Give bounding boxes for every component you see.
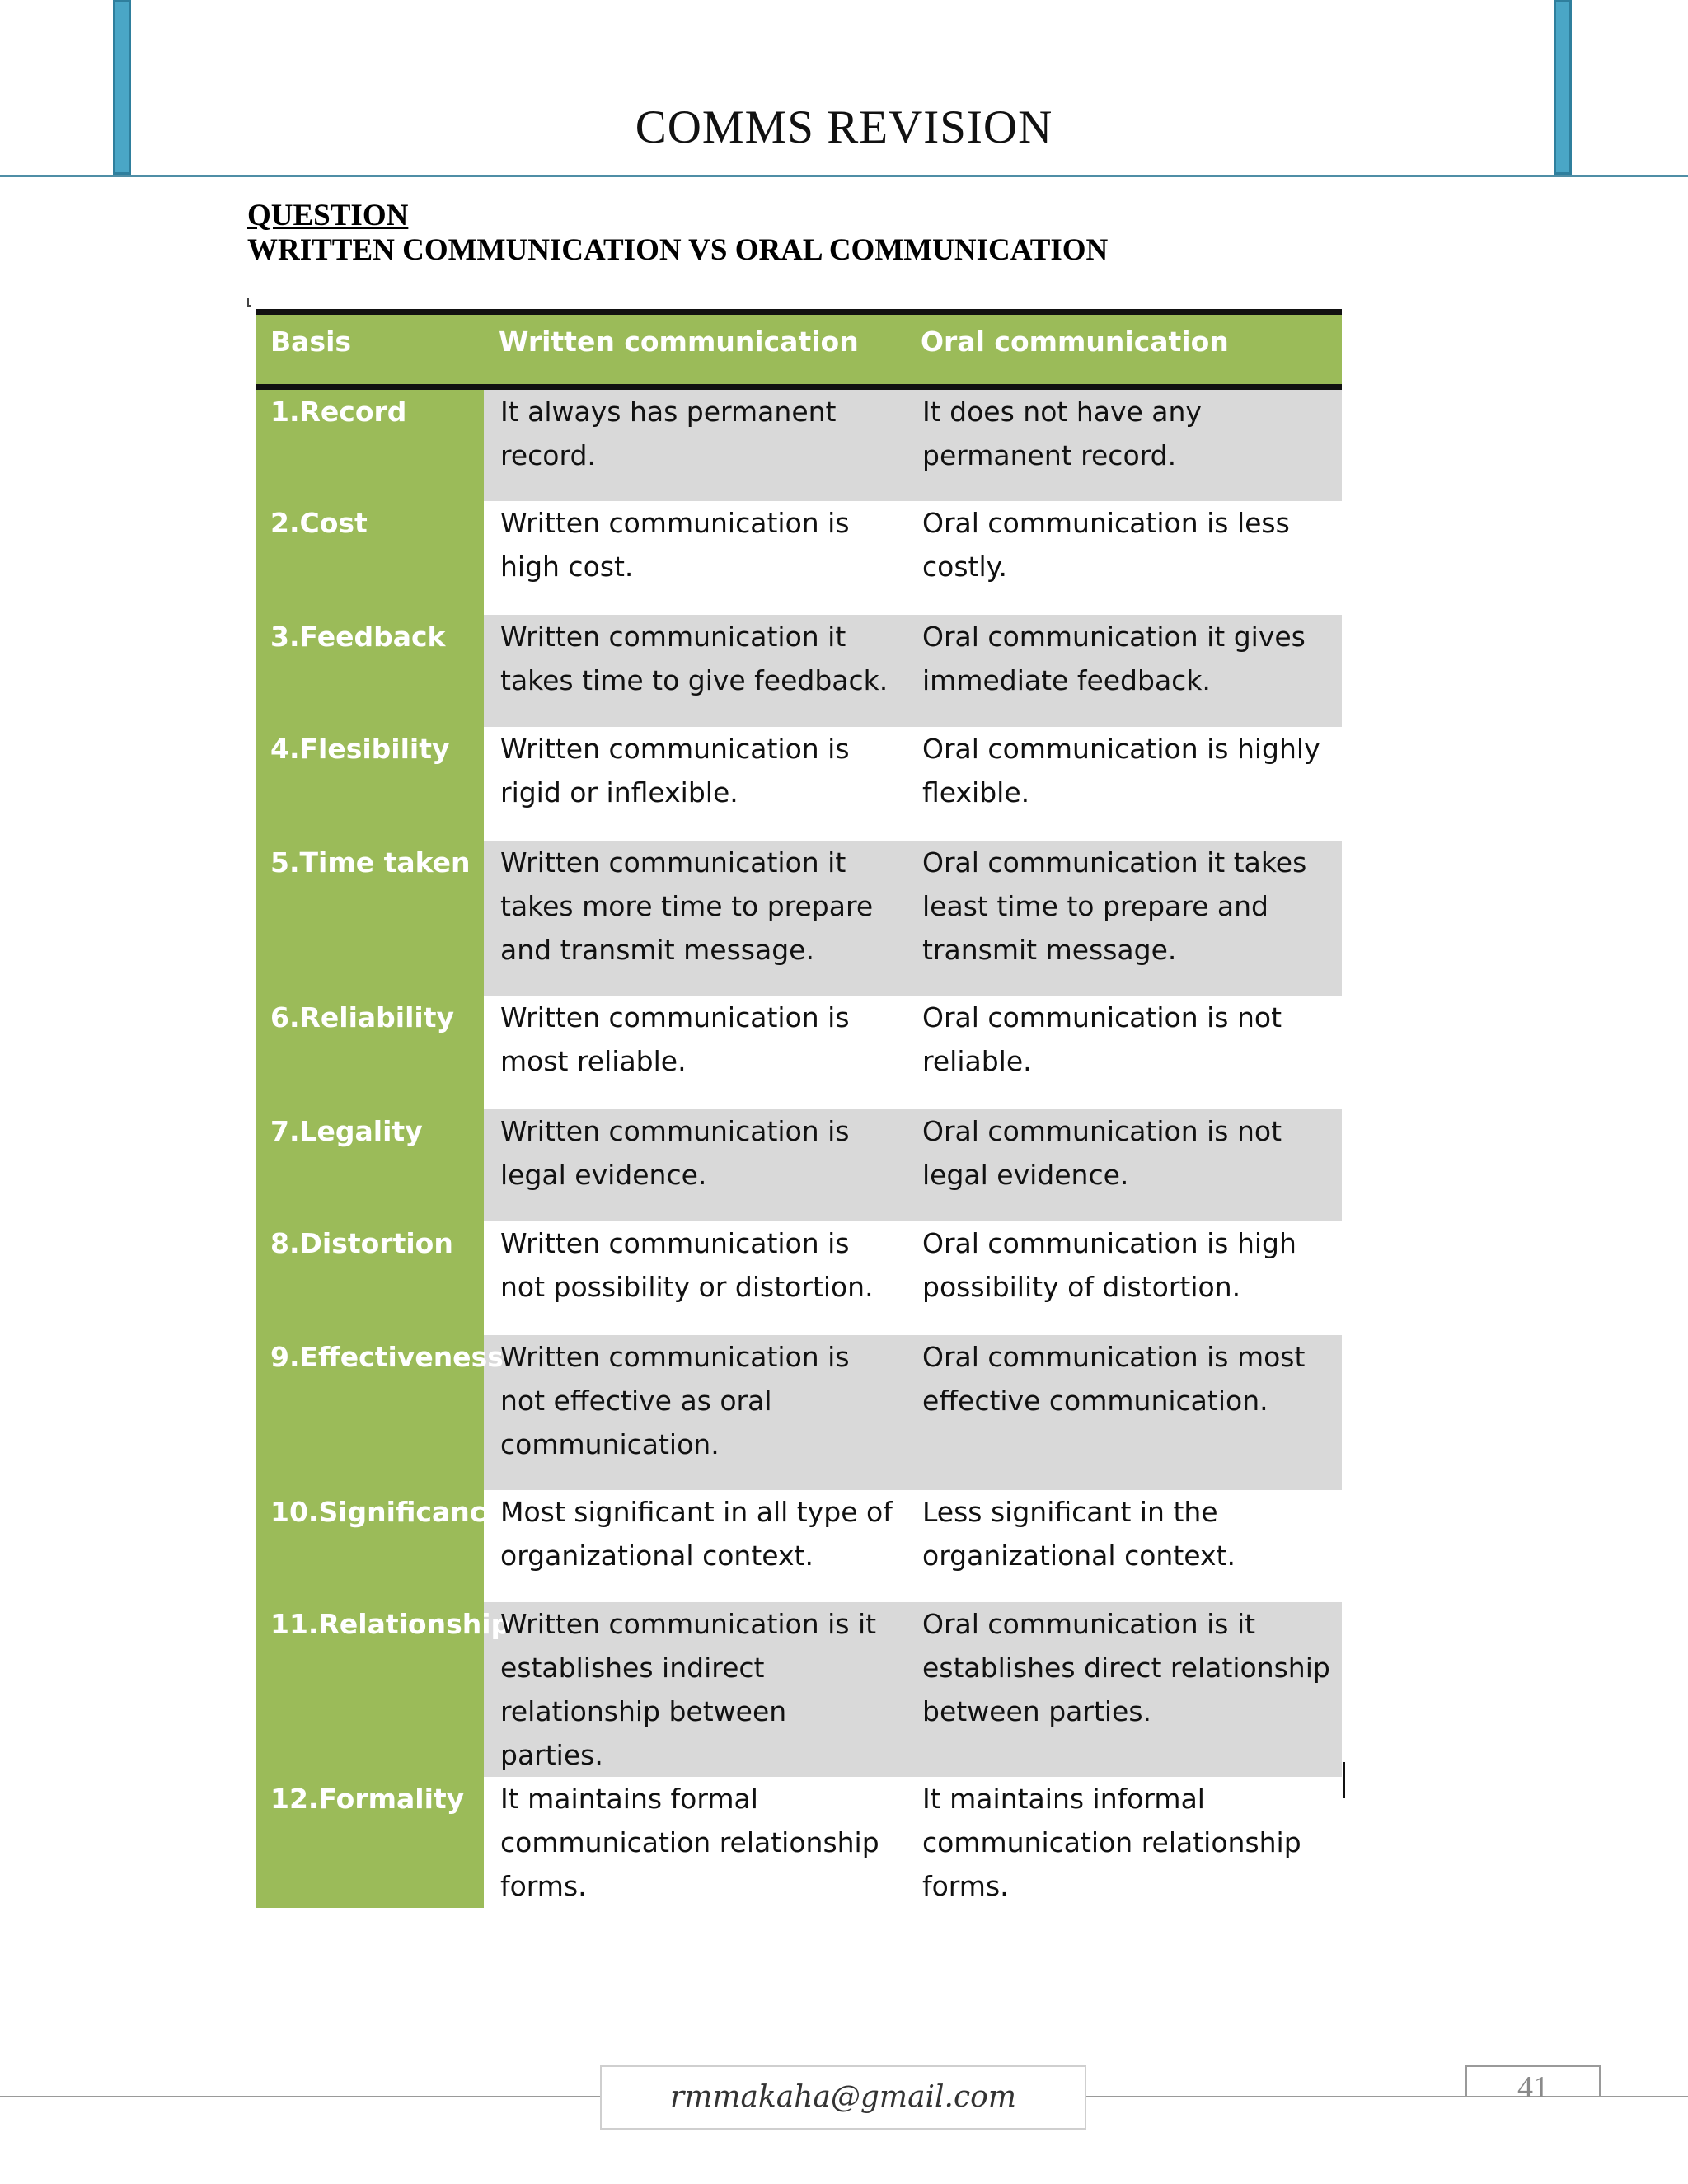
oral-cell: Oral communication is less costly. [906, 501, 1342, 615]
table-row [256, 501, 1342, 615]
paragraph-mark [247, 298, 251, 307]
written-cell: Written communication is it establishes indirect relationship between parties. [484, 1602, 906, 1777]
oral-cell: Oral communication is not reliable. [906, 996, 1342, 1109]
header-basis: Basis [256, 312, 484, 387]
written-cell: Written communication is high cost. [484, 501, 906, 615]
oral-cell: Oral communication is high possibility of distortion. [906, 1221, 1342, 1335]
footer-email: rmmakaha@gmail.com [600, 2065, 1086, 2130]
written-cell: Written communication is legal evidence. [484, 1109, 906, 1221]
oral-cell: It maintains informal communication relationship forms. [906, 1777, 1342, 1908]
basis-cell: 8.Distortion [256, 1221, 484, 1335]
written-cell: It maintains formal communication relationship forms. [484, 1777, 906, 1908]
table-row [256, 1221, 1342, 1335]
basis-cell: 10.Significance [256, 1490, 484, 1602]
written-cell: It always has permanent record. [484, 387, 906, 501]
header-divider [0, 175, 1688, 177]
question-label: QUESTION [247, 199, 409, 232]
text-cursor-mark [1343, 1762, 1345, 1798]
table-row [256, 1335, 1342, 1490]
question-title: WRITTEN COMMUNICATION VS ORAL COMMUNICATION [247, 233, 1109, 267]
written-cell: Most significant in all type of organizational context. [484, 1490, 906, 1602]
oral-cell: Less significant in the organizational context. [906, 1490, 1342, 1602]
basis-cell: 9.Effectiveness [256, 1335, 484, 1490]
table-row [256, 727, 1342, 841]
basis-cell: 3.Feedback [256, 615, 484, 727]
written-cell: Written communication is rigid or inflexible. [484, 727, 906, 841]
table-row [256, 1490, 1342, 1602]
basis-cell: 2.Cost [256, 501, 484, 615]
page-title: COMMS REVISION [635, 101, 1053, 153]
oral-cell: Oral communication it gives immediate feedback. [906, 615, 1342, 727]
written-cell: Written communication is not effective as oral communication. [484, 1335, 906, 1490]
table-row [256, 841, 1342, 996]
written-cell: Written communication is not possibility or distortion. [484, 1221, 906, 1335]
basis-cell: 12.Formality [256, 1777, 484, 1908]
page-number: 41 [1465, 2065, 1601, 2097]
oral-cell: Oral communication is it establishes direct relationship between parties. [906, 1602, 1342, 1777]
footer-line-left [0, 2096, 600, 2097]
basis-cell: 7.Legality [256, 1109, 484, 1221]
table-row [256, 996, 1342, 1109]
table-row [256, 615, 1342, 727]
written-cell: Written communication it takes more time to prepare and transmit message. [484, 841, 906, 996]
table-header-row [256, 312, 1342, 387]
oral-cell: Oral communication is not legal evidence. [906, 1109, 1342, 1221]
basis-cell: 5.Time taken [256, 841, 484, 996]
comparison-table [256, 309, 1342, 1908]
basis-cell: 1.Record [256, 387, 484, 501]
basis-cell: 11.Relationship [256, 1602, 484, 1777]
basis-cell: 6.Reliability [256, 996, 484, 1109]
table-row [256, 1109, 1342, 1221]
header-written: Written communication [484, 312, 906, 387]
written-cell: Written communication it takes time to give feedback. [484, 615, 906, 727]
table-row [256, 1777, 1342, 1908]
header-oral: Oral communication [906, 312, 1342, 387]
oral-cell: Oral communication it takes least time to prepare and transmit message. [906, 841, 1342, 996]
table-row [256, 1602, 1342, 1777]
oral-cell: It does not have any permanent record. [906, 387, 1342, 501]
oral-cell: Oral communication is highly flexible. [906, 727, 1342, 841]
oral-cell: Oral communication is most effective communication. [906, 1335, 1342, 1490]
written-cell: Written communication is most reliable. [484, 996, 906, 1109]
table-row [256, 387, 1342, 501]
basis-cell: 4.Flesibility [256, 727, 484, 841]
